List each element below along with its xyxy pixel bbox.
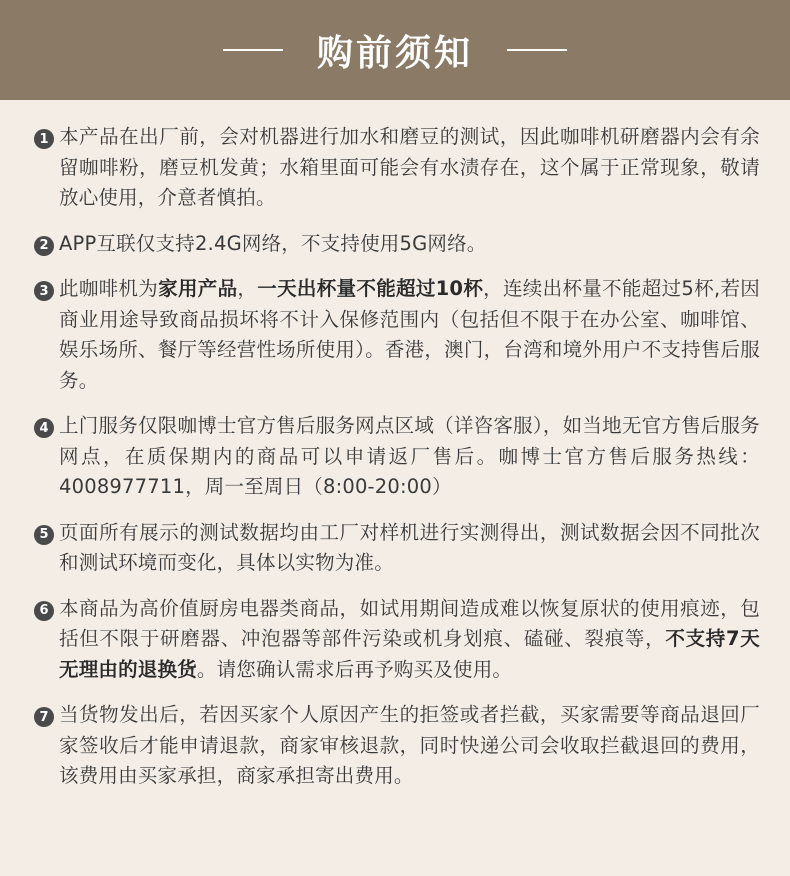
notice-item (34, 518, 760, 579)
notice-segment: 页面所有展示的测试数据均由工厂对样机进行实测得出，测试数据会因不同批次和测试环境而变化，具体以实物为准。 (59, 520, 760, 574)
notice-emphasis: 不支持7天无理由的退换货 (59, 627, 760, 681)
number-badge: 4 (34, 418, 54, 438)
notice-segment: ，连续出杯量不能超过5杯,若因商业用途导致商品损坏将不计入保修范围内（包括但不限于在办公室、咖啡馆、娱乐场所、餐厅等经营性场所使用）。香港，澳门，台湾和境外用户不支持售后服务。 (59, 277, 760, 392)
notice-segment: APP互联仅支持2.4G网络，不支持使用5G网络。 (59, 231, 487, 255)
notice-item (34, 594, 760, 686)
notice-text (59, 700, 760, 792)
notice-segment: 上门服务仅限咖博士官方售后服务网点区域（详咨客服），如当地无官方售后服务网点，在质保期内的商品可以申请返厂售后。咖博士官方售后服务热线：4008977711，周一至周日（8:00-20:00） (59, 414, 760, 498)
header-banner (0, 0, 790, 100)
notice-segment: 本产品在出厂前，会对机器进行加水和磨豆的测试，因此咖啡机研磨器内会有余留咖啡粉，磨豆机发黄；水箱里面可能会有水渍存在，这个属于正常现象，敬请放心使用，介意者慎拍。 (59, 125, 760, 209)
number-badge: 1 (34, 129, 54, 149)
header-left-line (223, 49, 283, 51)
notice-segment: 此咖啡机为 (59, 277, 159, 300)
notice-text (59, 518, 760, 579)
notice-list (0, 100, 790, 792)
number-badge: 6 (34, 601, 54, 621)
notice-segment: 本商品为高价值厨房电器类商品，如试用期间造成难以恢复原状的使用痕迹，包括但不限于研磨器、冲泡器等部件污染或机身划痕、磕碰、裂痕等， (59, 596, 760, 650)
notice-text (59, 122, 760, 214)
notice-item (34, 229, 760, 260)
notice-text (59, 229, 760, 260)
header-right-line (507, 49, 567, 51)
notice-item (34, 411, 760, 503)
notice-item (34, 700, 760, 792)
notice-item (34, 274, 760, 396)
page-title: 购前须知 (316, 32, 473, 74)
number-badge: 5 (34, 525, 54, 545)
number-badge: 2 (34, 236, 54, 256)
number-badge: 3 (34, 281, 54, 301)
notice-emphasis: 家用产品 (158, 277, 238, 300)
notice-text (59, 594, 760, 686)
notice-text (59, 274, 760, 396)
notice-segment: 当货物发出后，若因买家个人原因产生的拒签或者拦截，买家需要等商品退回厂家签收后才能申请退款，商家审核退款，同时快递公司会收取拦截退回的费用，该费用由买家承担，商家承担寄出费用。 (59, 703, 760, 787)
notice-text (59, 411, 760, 503)
number-badge: 7 (34, 707, 54, 727)
notice-segment: ， (237, 277, 258, 300)
notice-item (34, 122, 760, 214)
notice-segment: 。请您确认需求后再予购买及使用。 (196, 657, 513, 681)
notice-emphasis: 一天出杯量不能超过10杯 (257, 277, 484, 300)
